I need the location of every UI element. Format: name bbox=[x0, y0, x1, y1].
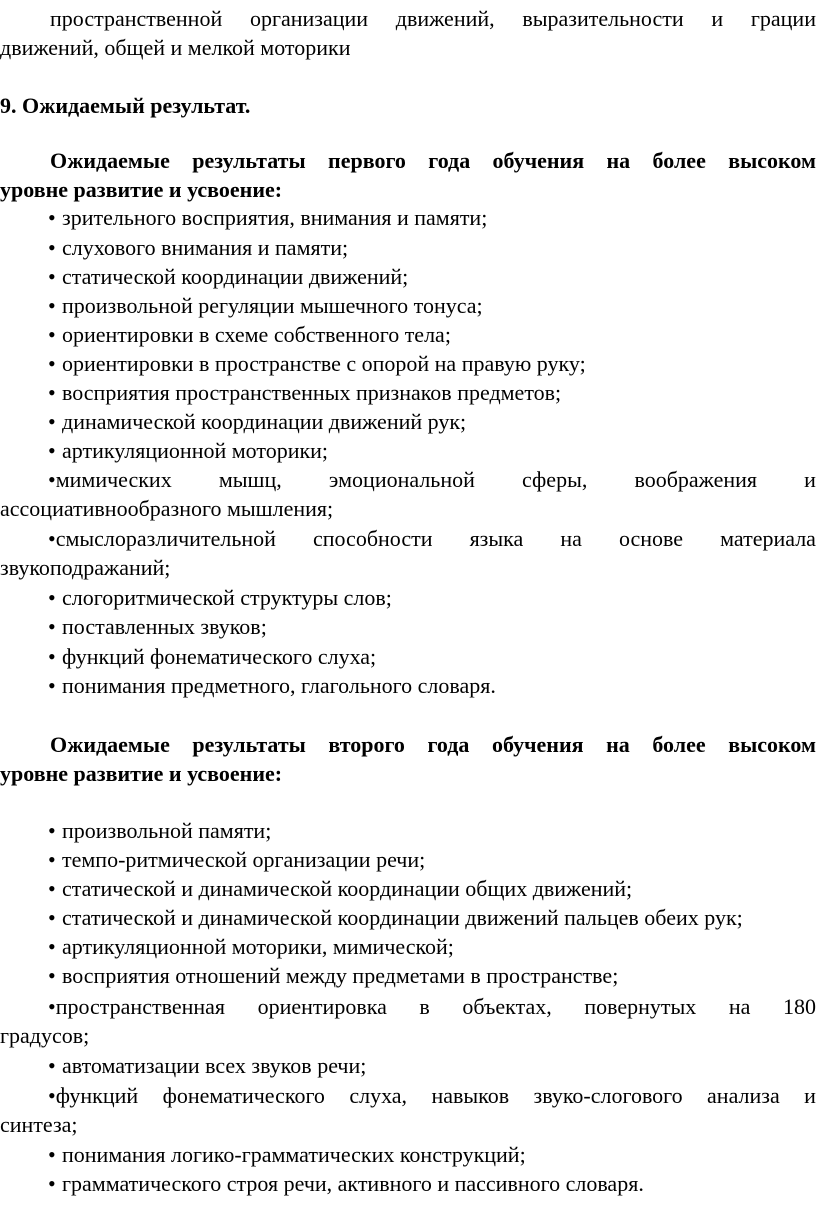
heading-word: высоком bbox=[728, 148, 816, 173]
list-item-wrapped-line-2: звукоподражаний; bbox=[0, 555, 171, 580]
bullet-icon: • bbox=[48, 614, 56, 639]
list-item-wrapped-line-2: синтеза; bbox=[0, 1112, 78, 1137]
bullet-icon: • bbox=[48, 205, 56, 230]
list-item: • артикуляционной моторики, мимической; bbox=[48, 932, 816, 962]
list-item: • зрительного восприятия, внимания и памяти; bbox=[48, 203, 816, 233]
heading-word: обучения bbox=[492, 148, 585, 173]
list-item-wrapped-line-1: •функций фонематического слуха, навыков звуко-слогового анализа и bbox=[48, 1083, 816, 1108]
intro-word: и bbox=[711, 6, 724, 31]
heading-word: Ожидаемые bbox=[50, 148, 170, 173]
list-item: • поставленных звуков; bbox=[48, 612, 816, 642]
year1-heading-line-1 bbox=[0, 146, 816, 176]
heading-word: второго bbox=[328, 732, 405, 757]
bullet-icon: • bbox=[48, 322, 56, 347]
intro-line-1 bbox=[0, 4, 816, 34]
bullet-icon: • bbox=[48, 351, 56, 376]
bullet-icon: • bbox=[48, 1142, 56, 1167]
bullet-icon: • bbox=[48, 585, 56, 610]
list-item-wrapped-line-2: градусов; bbox=[0, 1023, 90, 1048]
intro-word: пространственной bbox=[50, 6, 223, 31]
intro-word: организации bbox=[249, 6, 369, 31]
bullet-icon: • bbox=[48, 673, 56, 698]
heading-word: года bbox=[427, 732, 470, 757]
list-item: • автоматизации всех звуков речи; bbox=[48, 1051, 816, 1081]
list-item: • грамматического строя речи, активного и пассивного словаря. bbox=[48, 1169, 816, 1199]
list-item-wrapped-line-1: •мимических мышц, эмоциональной сферы, воображения и bbox=[48, 467, 816, 492]
list-item: • понимания логико-грамматических конструкций; bbox=[48, 1140, 816, 1170]
list-item: • динамической координации движений рук; bbox=[48, 407, 816, 437]
bullet-icon: • bbox=[48, 818, 56, 843]
list-item: • произвольной регуляции мышечного тонуса; bbox=[48, 291, 816, 321]
bullet-icon: • bbox=[48, 644, 56, 669]
bullet-icon: • bbox=[48, 1053, 56, 1078]
list-item: • статической и динамической координации движений пальцев обеих рук; bbox=[48, 903, 816, 933]
list-item: • функций фонематического слуха; bbox=[48, 642, 816, 672]
list-item-wrapped-line-1: •смыслоразличительной способности языка на основе материала bbox=[48, 526, 816, 551]
list-item: • слухового внимания и памяти; bbox=[48, 233, 816, 263]
bullet-icon: • bbox=[48, 380, 56, 405]
bullet-icon: • bbox=[48, 409, 56, 434]
list-item: • ориентировки в пространстве с опорой на правую руку; bbox=[48, 349, 816, 379]
heading-word: обучения bbox=[491, 732, 584, 757]
year1-heading-line-2: уровне развитие и усвоение: bbox=[0, 177, 283, 202]
heading-word: высоком bbox=[728, 732, 816, 757]
section-heading: 9. Ожидаемый результат. bbox=[0, 93, 251, 118]
heading-word: результаты bbox=[192, 732, 306, 757]
bullet-icon: • bbox=[48, 1171, 56, 1196]
list-item: • статической координации движений; bbox=[48, 262, 816, 292]
intro-word: движений, bbox=[395, 6, 495, 31]
list-item: • восприятия отношений между предметами в пространстве; bbox=[48, 961, 816, 991]
list-item: • артикуляционной моторики; bbox=[48, 436, 816, 466]
bullet-icon: • bbox=[48, 905, 56, 930]
heading-word: года bbox=[428, 148, 471, 173]
heading-word: на bbox=[606, 732, 630, 757]
heading-word: первого bbox=[328, 148, 406, 173]
bullet-icon: • bbox=[48, 293, 56, 318]
bullet-icon: • bbox=[48, 235, 56, 260]
list-item: • понимания предметного, глагольного словаря. bbox=[48, 671, 816, 701]
bullet-icon: • bbox=[48, 438, 56, 463]
heading-word: более bbox=[652, 148, 706, 173]
bullet-icon: • bbox=[48, 264, 56, 289]
list-item: • темпо-ритмической организации речи; bbox=[48, 845, 816, 875]
list-item: • произвольной памяти; bbox=[48, 816, 816, 846]
list-item: • восприятия пространственных признаков предметов; bbox=[48, 378, 816, 408]
list-item-wrapped-line-2: ассоциативнообразного мышления; bbox=[0, 496, 334, 521]
intro-word: выразительности bbox=[522, 6, 684, 31]
bullet-icon: • bbox=[48, 934, 56, 959]
heading-word: более bbox=[652, 732, 706, 757]
bullet-icon: • bbox=[48, 847, 56, 872]
list-item: • статической и динамической координации общих движений; bbox=[48, 874, 816, 904]
heading-word: результаты bbox=[192, 148, 306, 173]
year2-heading-line-1 bbox=[0, 730, 816, 760]
list-item: • слогоритмической структуры слов; bbox=[48, 583, 816, 613]
year2-heading-line-2: уровне развитие и усвоение: bbox=[0, 761, 283, 786]
bullet-icon: • bbox=[48, 876, 56, 901]
list-item-wrapped-line-1: •пространственная ориентировка в объектах, повернутых на 180 bbox=[48, 994, 816, 1019]
intro-line-2: движений, общей и мелкой моторики bbox=[0, 35, 351, 60]
intro-word: грации bbox=[750, 6, 816, 31]
heading-word: Ожидаемые bbox=[50, 732, 170, 757]
heading-word: на bbox=[606, 148, 631, 173]
list-item: • ориентировки в схеме собственного тела; bbox=[48, 320, 816, 350]
bullet-icon: • bbox=[48, 963, 56, 988]
